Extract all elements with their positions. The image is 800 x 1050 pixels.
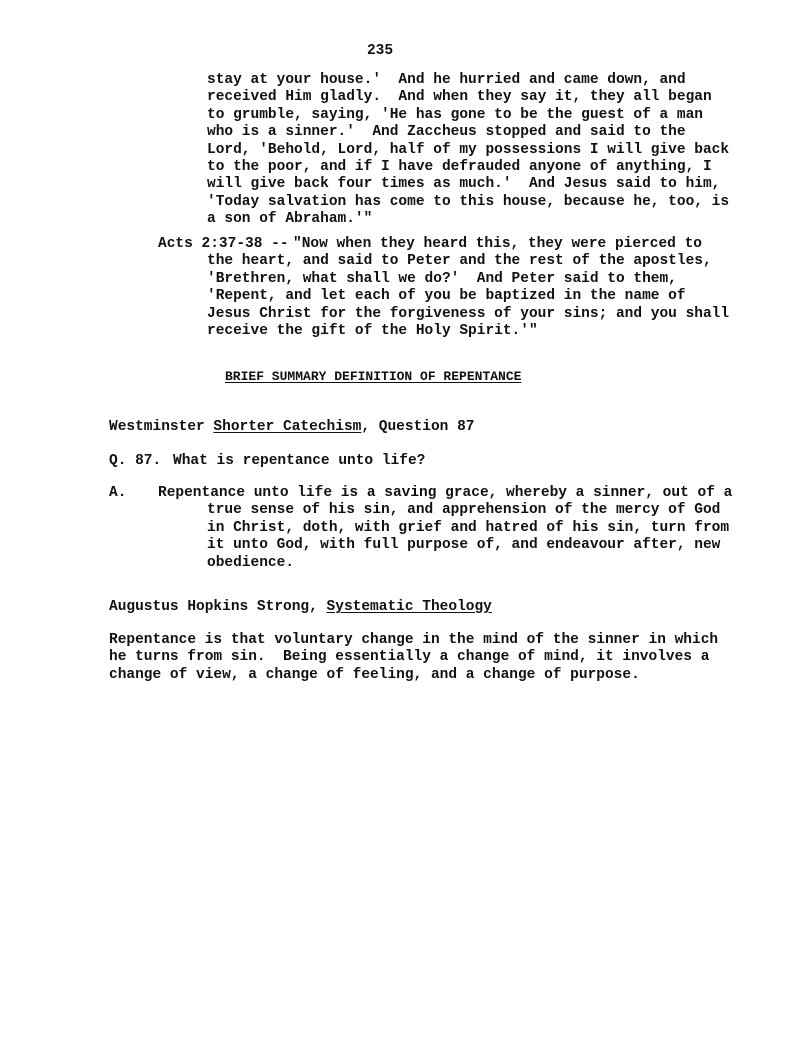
luke-quote-line: will give back four times as much.' And Jesus said to him, (207, 176, 721, 193)
luke-quote-line: received Him gladly. And when they say it, they all began (207, 89, 712, 106)
answer-line: Repentance unto life is a saving grace, whereby a sinner, out of a (158, 485, 733, 501)
acts-quote-line: "Now when they heard this, they were pierced to (293, 236, 702, 252)
acts-quote-line: 'Repent, and let each of you be baptized in the name of (207, 288, 686, 305)
luke-quote-line: to grumble, saying, 'He has gone to be the guest of a man (207, 106, 703, 123)
luke-quote-line: stay at your house.' And he hurried and came down, and (207, 72, 686, 88)
acts-quote-block (293, 236, 702, 253)
acts-quote-line: 'Brethren, what shall we do?' And Peter said to them, (207, 270, 677, 287)
acts-quote-line: receive the gift of the Holy Spirit.'" (207, 323, 538, 340)
question-label: Q. 87. (109, 453, 162, 469)
strong-work-title: Systematic Theology (326, 599, 492, 615)
answer-first-line-block (158, 485, 732, 502)
strong-definition-line: change of view, a change of feeling, and a change of purpose. (109, 666, 640, 683)
answer-line: obedience. (207, 554, 295, 571)
westminster-author: Westminster (109, 419, 214, 435)
answer-line: true sense of his sin, and apprehension of the mercy of God (207, 502, 721, 519)
luke-quote-line: Lord, 'Behold, Lord, half of my possessions I will give back (207, 141, 730, 158)
westminster-citation (109, 419, 474, 436)
luke-quote-line: to the poor, and if I have defrauded anyone of anything, I (207, 159, 712, 176)
question-text: What is repentance unto life? (173, 453, 426, 469)
strong-author: Augustus Hopkins Strong, (109, 599, 327, 615)
westminster-work-title: Shorter Catechism (213, 419, 362, 435)
section-heading: BRIEF SUMMARY DEFINITION OF REPENTANCE (225, 369, 522, 384)
answer-label: A. (109, 485, 127, 501)
strong-citation (109, 599, 492, 616)
page-number: 235 (366, 43, 394, 59)
acts-quote-block-continued (207, 253, 729, 340)
luke-quote-line: a son of Abraham.'" (207, 211, 373, 228)
westminster-suffix: , Question 87 (361, 419, 475, 435)
strong-definition-block (109, 632, 718, 684)
luke-quote-block (207, 72, 729, 229)
answer-line: in Christ, doth, with grief and hatred of his sin, turn from (207, 519, 730, 536)
answer-continued-block (207, 502, 729, 572)
strong-definition-line: he turns from sin. Being essentially a change of mind, it involves a (109, 649, 710, 666)
acts-quote-line: the heart, and said to Peter and the rest of the apostles, (207, 253, 712, 270)
luke-quote-line: who is a sinner.' And Zaccheus stopped and said to the (207, 124, 686, 141)
answer-line: it unto God, with full purpose of, and endeavour after, new (207, 537, 721, 554)
acts-quote-line: Jesus Christ for the forgiveness of your sins; and you shall (207, 305, 730, 322)
luke-quote-line: 'Today salvation has come to this house, because he, too, is (207, 193, 730, 210)
strong-definition-line: Repentance is that voluntary change in the mind of the sinner in which (109, 632, 719, 648)
acts-reference: Acts 2:37-38 -- (158, 236, 298, 252)
